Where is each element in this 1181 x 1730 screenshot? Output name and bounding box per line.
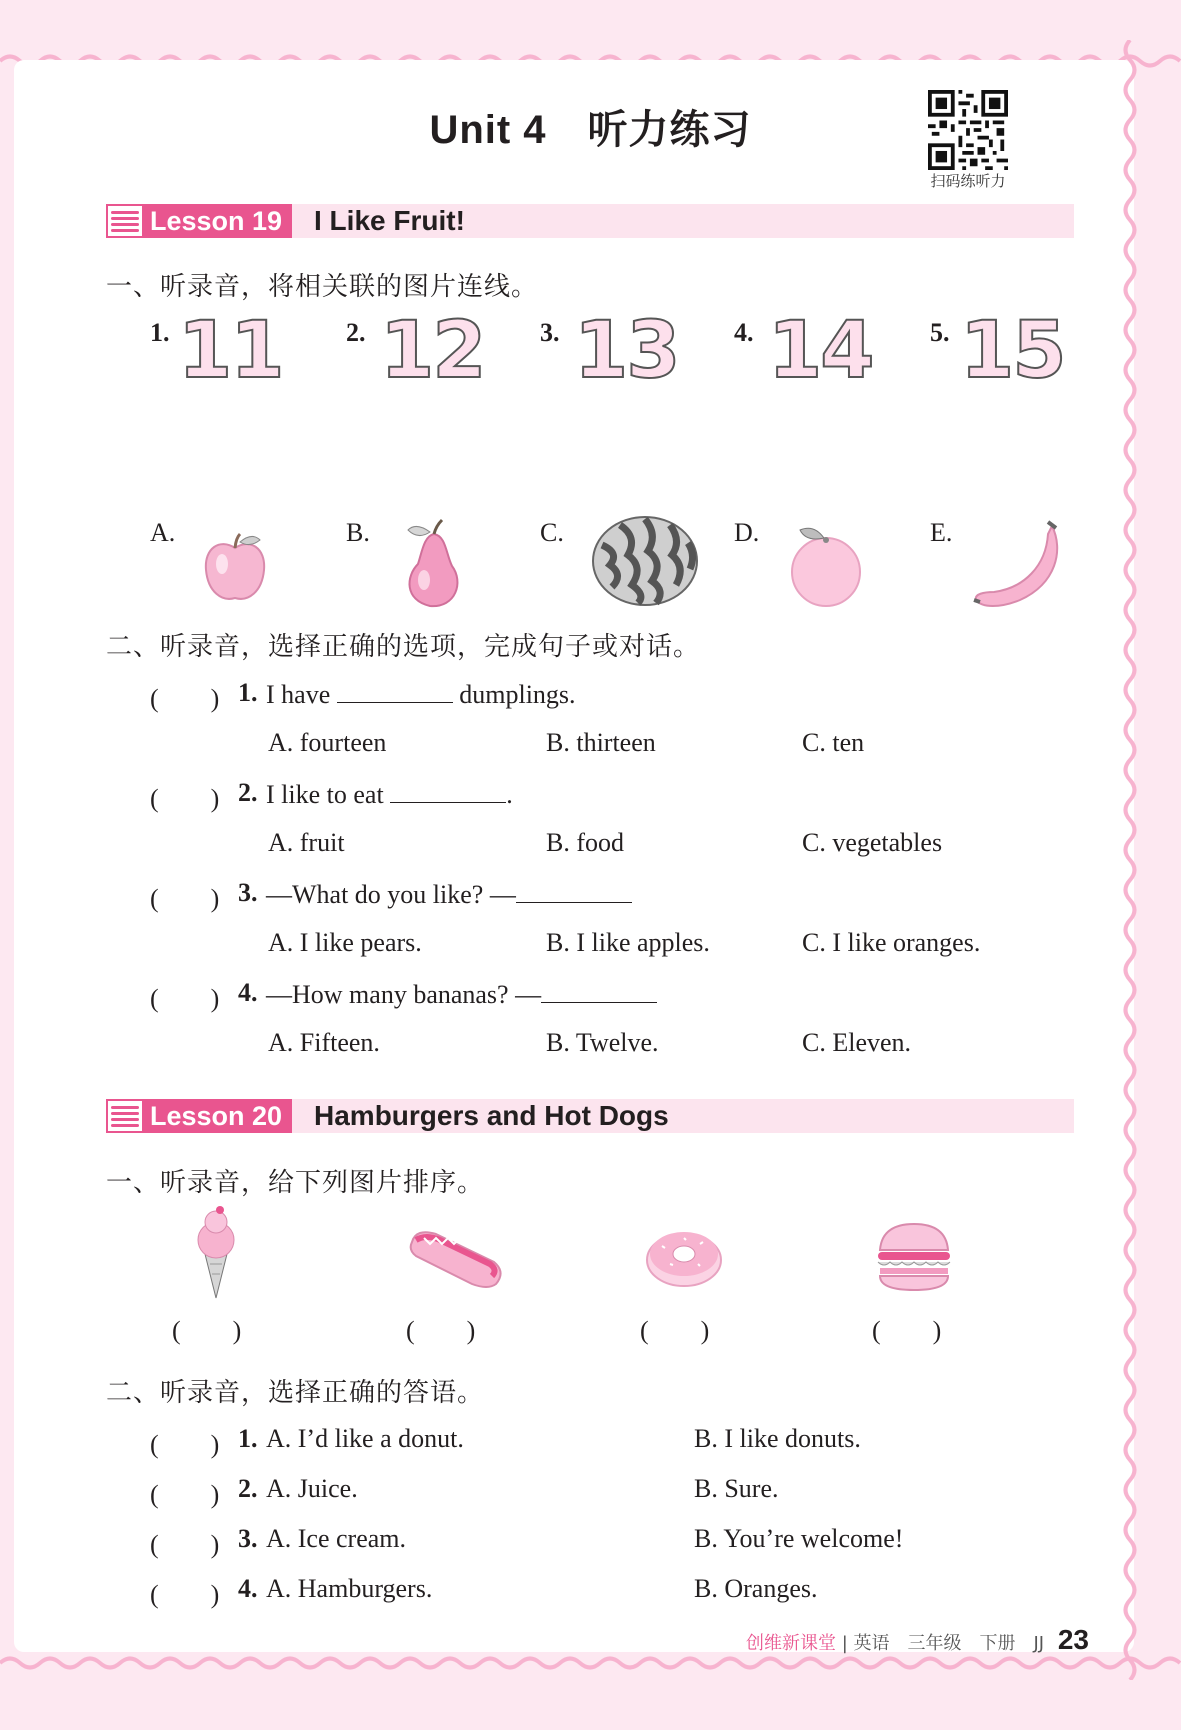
option-a[interactable]: A. Fifteen. <box>268 1028 380 1057</box>
order-paren[interactable]: ( ) <box>872 1316 942 1345</box>
l19-part2-heading: 二、听录音，选择正确的选项，完成句子或对话。 <box>106 632 701 662</box>
lesson19-bar <box>106 204 1074 238</box>
hot-dog-icon[interactable] <box>406 1220 506 1292</box>
option-a[interactable]: A. Hamburgers. <box>266 1574 433 1603</box>
question-number: 4. <box>238 1574 258 1603</box>
picture-label: E. <box>930 518 953 547</box>
option-b[interactable]: B. I like apples. <box>546 928 710 957</box>
question-number: 3. <box>238 1524 258 1553</box>
page-title: Unit 4 听力练习 <box>429 108 752 152</box>
apple-icon[interactable] <box>200 530 270 605</box>
number-label: 3. <box>540 318 560 347</box>
question-number: 1. <box>238 1424 258 1453</box>
option-c[interactable]: C. Eleven. <box>802 1028 912 1057</box>
number-12[interactable]: 12 <box>380 306 485 396</box>
question-text: I have dumplings. <box>266 680 576 709</box>
option-b[interactable]: B. food <box>546 828 624 857</box>
option-c[interactable]: C. I like oranges. <box>802 928 981 957</box>
question-number: 1. <box>238 678 258 707</box>
question-text: —What do you like? — <box>266 878 632 910</box>
picture-label: B. <box>346 518 370 547</box>
page-footer <box>746 1624 1089 1656</box>
right-wave-border <box>1118 40 1142 1680</box>
answer-paren[interactable]: ( ) <box>150 1430 220 1459</box>
option-a[interactable]: A. fruit <box>268 828 345 857</box>
option-b[interactable]: B. thirteen <box>546 728 656 757</box>
option-b[interactable]: B. Twelve. <box>546 1028 659 1057</box>
question-text: I like to eat . <box>266 780 513 809</box>
number-13[interactable]: 13 <box>574 306 679 396</box>
hamburger-icon[interactable] <box>874 1222 954 1292</box>
lesson19-title: I Like Fruit! <box>314 205 465 236</box>
question-number: 2. <box>238 1474 258 1503</box>
wave-icon <box>108 1101 142 1131</box>
number-label: 5. <box>930 318 950 347</box>
number-14[interactable]: 14 <box>768 306 873 396</box>
picture-label: D. <box>734 518 760 547</box>
banana-icon[interactable] <box>970 520 1070 610</box>
number-11[interactable]: 11 <box>178 306 283 396</box>
lesson20-bar <box>106 1099 1074 1133</box>
answer-paren[interactable]: ( ) <box>150 1530 220 1559</box>
lesson19-tag: Lesson 19 <box>106 204 292 238</box>
option-b[interactable]: B. Oranges. <box>694 1574 818 1603</box>
answer-paren[interactable]: ( ) <box>150 1580 220 1609</box>
option-b[interactable]: B. You’re welcome! <box>694 1524 904 1553</box>
question-number: 3. <box>238 878 258 907</box>
l20-part2-heading: 二、听录音，选择正确的答语。 <box>106 1378 485 1408</box>
option-a[interactable]: A. I’d like a donut. <box>266 1424 464 1453</box>
question-number: 4. <box>238 978 258 1007</box>
question-text: —How many bananas? — <box>266 978 657 1010</box>
footer-info: 英语 三年级 下册 JJ <box>853 1633 1045 1654</box>
watermelon-icon[interactable] <box>590 515 700 607</box>
picture-label: A. <box>150 518 176 547</box>
answer-paren[interactable]: ( ) <box>150 684 220 713</box>
option-a[interactable]: A. Ice cream. <box>266 1524 407 1553</box>
lesson20-title: Hamburgers and Hot Dogs <box>314 1100 669 1131</box>
order-paren[interactable]: ( ) <box>172 1316 242 1345</box>
answer-paren[interactable]: ( ) <box>150 1480 220 1509</box>
qr-caption: 扫码练听力 <box>930 172 1006 190</box>
answer-paren[interactable]: ( ) <box>150 984 220 1013</box>
qr-code-icon[interactable] <box>928 90 1008 170</box>
answer-paren[interactable]: ( ) <box>150 884 220 913</box>
option-b[interactable]: B. I like donuts. <box>694 1424 861 1453</box>
answer-paren[interactable]: ( ) <box>150 784 220 813</box>
ice-cream-icon[interactable] <box>186 1204 246 1300</box>
question-number: 2. <box>238 778 258 807</box>
order-paren[interactable]: ( ) <box>406 1316 476 1345</box>
footer-divider: | <box>841 1633 854 1654</box>
lesson20-tag: Lesson 20 <box>106 1099 292 1133</box>
wave-icon <box>108 206 142 236</box>
option-a[interactable]: A. I like pears. <box>268 928 422 957</box>
order-paren[interactable]: ( ) <box>640 1316 710 1345</box>
orange-icon[interactable] <box>784 520 864 608</box>
donut-icon[interactable] <box>644 1224 724 1288</box>
answer-blank[interactable] <box>516 878 632 903</box>
option-a[interactable]: A. fourteen <box>268 728 387 757</box>
number-label: 1. <box>150 318 170 347</box>
l19-part1-heading: 一、听录音，将相关联的图片连线。 <box>106 272 539 302</box>
option-b[interactable]: B. Sure. <box>694 1474 779 1503</box>
option-c[interactable]: C. ten <box>802 728 865 757</box>
answer-blank[interactable] <box>337 678 453 703</box>
l20-part1-heading: 一、听录音，给下列图片排序。 <box>106 1168 485 1198</box>
picture-label: C. <box>540 518 564 547</box>
option-a[interactable]: A. Juice. <box>266 1474 358 1503</box>
number-label: 4. <box>734 318 754 347</box>
page-number: 23 <box>1057 1624 1089 1655</box>
answer-blank[interactable] <box>541 978 657 1003</box>
pear-icon[interactable] <box>398 518 468 610</box>
option-c[interactable]: C. vegetables <box>802 828 943 857</box>
answer-blank[interactable] <box>390 778 506 803</box>
footer-brand: 创维新课堂 <box>745 1633 836 1654</box>
number-label: 2. <box>346 318 366 347</box>
number-15[interactable]: 15 <box>960 306 1065 396</box>
